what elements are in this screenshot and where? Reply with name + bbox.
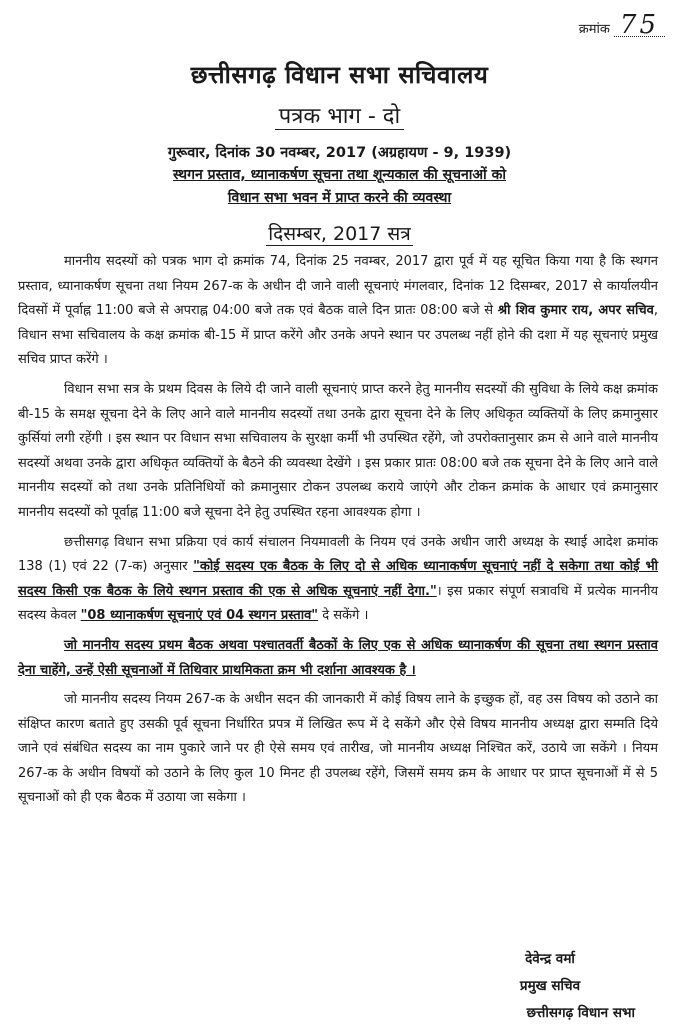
bulletin-part-text: पत्रक भाग - दो xyxy=(275,104,404,130)
paragraph-5: जो माननीय सदस्य नियम 267-क के अधीन सदन की जानकारी में कोई विषय लाने के इच्छुक हों, वह उस विषय को उठाने का संक्षिप्त कारण बताते हुए उसकी पूर्व सूचना निर्धारित प्रपत्र में लिखित रूप में दे सकेंगे और ऐसे विषय माननीय अध्यक्ष द्वारा सम्मति दिये जाने एवं संबंधित सदस्य का नाम पुकारे जाने पर ही ऐसे समय एवं तारीख, जो माननीय अध्यक्ष निश्चित करें, उठाये जा सकेंगे । नियम 267-क के अधीन विषयों को उठाने के लिए कुल 10 मिनट ही उपलब्ध रहेंगे, जिसमें समय क्रम के आधार पर प्राप्त सूचनाओं में से 5 सूचनाओं को ही एक बैठक में उठाया जा सकेगा । xyxy=(18,692,658,806)
paragraph-3: छत्तीसगढ़ विधान सभा प्रक्रिया एवं कार्य संचालन नियमावली के नियम एवं उनके अधीन जारी अध्यक्ष के स्थाई आदेश क्रमांक 138 (1) एवं 22 (7-क) अनुसार "कोई सदस्य एक बैठक के लिए दो से अधिक ध्यानाकर्षण सूचनाएं नहीं दे सकेगा तथा कोई भी सदस्य किसी एक बैठक के लिये स्थगन प्रस्ताव की एक से अधिक सूचनाएं नहीं देगा."। इस प्रकार संपूर्ण सत्रावधि में प्रत्येक माननीय सदस्य केवल "08 ध्यानाकर्षण सूचनाएं एवं 04 स्थगन प्रस्ताव" दे सकेंगे । xyxy=(18,534,659,624)
subject-line-1: स्थगन प्रस्ताव, ध्यानाकर्षण सूचना तथा शून्यकाल की सूचनाओं को xyxy=(172,167,506,183)
paragraph-2: विधान सभा सत्र के प्रथम दिवस के लिये दी जाने वाली सूचनाएं प्राप्त करने हेतु माननीय सदस्यों की सुविधा के लिये कक्ष क्रमांक बी-15 के समक्ष सूचना देने के लिए आने वाले माननीय सदस्यों तथा उनके द्वारा सूचना देने के लिए अधिकृत व्यक्तियों के लिए क्रमानुसार कुर्सियां लगी रहेंगी । इस स्थान पर विधान सभा सचिवालय के सुरक्षा कर्मी भी उपस्थित रहेंगे, जो उपरोक्तानुसार क्रम से आने वाले माननीय सदस्यों अथवा उनके द्वारा अधिकृत व्यक्तियों के बैठने की व्यवस्था देखेंगे । इस प्रकार प्रातः 08:00 बजे तक सूचना देने के लिए आने वाले माननीय सदस्यों को तथा उनके प्रतिनिधियों को क्रमानुसार टोकन उपलब्ध कराये जाएंगे और टोकन क्रमांक के आधार एवं क्रमानुसार माननीय सदस्यों को पूर्वाह्न 11:00 बजे सूचना देने हेतु उपस्थित रहना आवश्यक होगा । xyxy=(18,381,658,520)
paragraph-4: जो माननीय सदस्य प्रथम बैठक अथवा पश्चातवर्ती बैठकों के लिए एक से अधिक ध्यानाकर्षण की सूचना तथा स्थगन प्रस्ताव देना चाहेंगे, उन्हें ऐसी सूचनाओं में तिथिवार प्राथमिकता क्रम भी दर्शाना आवश्यक है । xyxy=(18,637,658,678)
session-heading xyxy=(0,220,679,246)
session-text: दिसम्बर, 2017 सत्र xyxy=(268,223,411,245)
bulletin-part-heading xyxy=(0,100,679,130)
signatory-office: छत्तीसगढ़ विधान सभा xyxy=(526,1005,635,1021)
document-body xyxy=(18,250,658,816)
signature-block xyxy=(465,946,635,1027)
officer-name: श्री शिव कुमार राय, अपर सचिव xyxy=(497,303,654,319)
signatory-name: देवेन्द्र वर्मा xyxy=(525,951,575,967)
serial-value: 75 xyxy=(614,14,665,37)
serial-number xyxy=(578,10,665,40)
paragraph-1: माननीय सदस्यों को पत्रक भाग दो क्रमांक 74, दिनांक 25 नवम्बर, 2017 द्वारा पूर्व में यह सूचित किया गया है कि स्थगन प्रस्ताव, ध्यानाकर्षण सूचना तथा नियम 267-क के अधीन दी जाने वाली सूचनाएं मंगलवार, दिनांक 12 दिसम्बर, 2017 से कार्यालयीन दिवसों में पूर्वाह्न 11:00 बजे से अपराह्न 04:00 बजे तक एवं बैठक वाले दिन प्रातः 08:00 बजे से श्री शिव कुमार राय, अपर सचिव, विधान सभा सचिवालय के कक्ष क्रमांक बी-15 में प्राप्त करेंगे और उनके अपने स्थान पर उपलब्ध नहीं होने की दशा में यह सूचनाएं प्रमुख सचिव प्राप्त करेंगे । xyxy=(18,254,658,368)
office-title: छत्तीसगढ़ विधान सभा सचिवालय xyxy=(190,61,489,89)
date-line: गुरूवार, दिनांक 30 नवम्बर, 2017 (अग्रहायण - 9, 1939) xyxy=(167,145,512,161)
limit-quote: "08 ध्यानाकर्षण सूचनाएं एवं 04 स्थगन प्रस्ताव" xyxy=(80,608,319,624)
rule-quote: "कोई सदस्य एक बैठक के लिए दो से अधिक ध्यानाकर्षण सूचनाएं नहीं दे सकेगा तथा कोई भी सदस्य किसी एक बैठक के लिये स्थगन प्रस्ताव की एक से अधिक सूचनाएं नहीं देगा." xyxy=(18,559,658,599)
subject-heading xyxy=(0,164,679,210)
serial-label: क्रमांक xyxy=(578,22,610,37)
subject-line-2: विधान सभा भवन में प्राप्त करने की व्यवस्था xyxy=(227,190,452,206)
signatory-designation: प्रमुख सचिव xyxy=(519,978,581,994)
